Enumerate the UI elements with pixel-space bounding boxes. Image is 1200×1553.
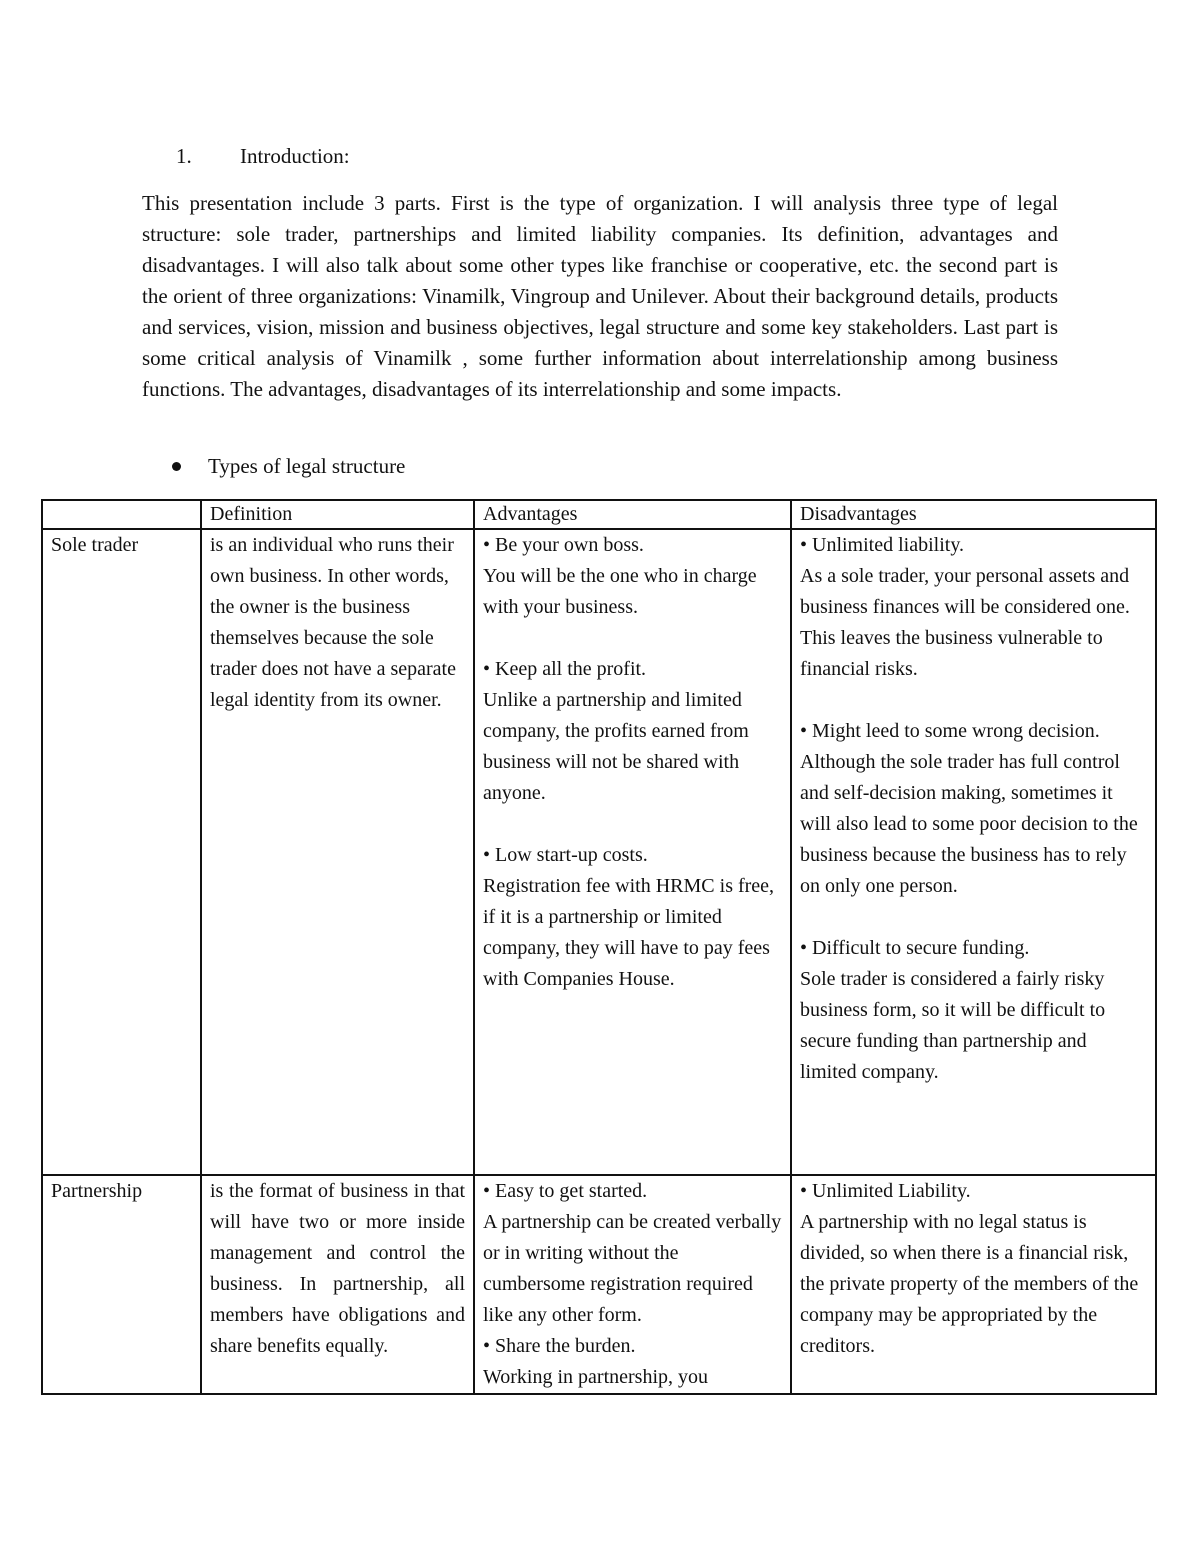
bullet-icon bbox=[172, 462, 181, 471]
disadvantages-cell bbox=[791, 1175, 1156, 1394]
header-cell-advantages: Advantages bbox=[474, 500, 791, 529]
legal-structure-table bbox=[41, 499, 1157, 1395]
disadvantages-cell bbox=[791, 529, 1156, 1175]
advantage-title: • Keep all the profit. bbox=[483, 658, 647, 680]
table-row-partnership bbox=[42, 1175, 1156, 1394]
advantage-text: You will be the one who in charge with your business. bbox=[483, 565, 757, 618]
table-header-row bbox=[42, 500, 1156, 529]
disadvantage-text: As a sole trader, your personal assets and business finances will be considered one. This leaves the business vulnerable to financial risks. bbox=[800, 565, 1130, 680]
intro-paragraph: This presentation include 3 parts. First is the type of organization. I will analysis three type of legal structure: sole trader, partnerships and limited liability companies. Its definition, advantages and disadvantages. I will also talk about some other types like franchise or cooperative, etc. the second part is the orient of three organizations: Vinamilk, Vingroup and Unilever. About their background details, products and services, vision, mission and business objectives, legal structure and some key stakeholders. Last part is some critical analysis of Vinamilk , some further information about interrelationship among business functions. The advantages, disadvantages of its interrelationship and some impacts. bbox=[142, 191, 1058, 401]
disadvantage-title: • Difficult to secure funding. bbox=[800, 937, 1030, 959]
header-cell-empty bbox=[42, 500, 201, 529]
section-number: 1. bbox=[176, 144, 192, 168]
advantage-text: Unlike a partnership and limited company, the profits earned from business will not be shared with anyone. bbox=[483, 689, 749, 804]
definition-cell bbox=[201, 529, 474, 1175]
disadvantage-title: • Might leed to some wrong decision. bbox=[800, 720, 1100, 742]
row-label: Sole trader bbox=[42, 529, 201, 1175]
advantage-text: Working in partnership, you bbox=[483, 1366, 709, 1388]
disadvantage-text: A partnership with no legal status is divided, so when there is a financial risk, the private property of the members of the company may be appropriated by the creditors. bbox=[800, 1211, 1139, 1357]
definition-text: is an individual who runs their own business. In other words, the owner is the business themselves because the sole trader does not have a separate legal identity from its owner. bbox=[210, 534, 456, 711]
advantage-title: • Easy to get started. bbox=[483, 1180, 648, 1202]
row-label: Partnership bbox=[42, 1175, 201, 1394]
section-title: Introduction: bbox=[240, 144, 350, 168]
disadvantage-title: • Unlimited Liability. bbox=[800, 1180, 971, 1202]
advantage-title: • Be your own boss. bbox=[483, 534, 644, 556]
header-cell-disadvantages: Disadvantages bbox=[791, 500, 1156, 529]
advantage-text: Registration fee with HRMC is free, if it is a partnership or limited company, they will have to pay fees with Companies House. bbox=[483, 875, 775, 990]
table-row-sole-trader bbox=[42, 529, 1156, 1175]
bullet-text: Types of legal structure bbox=[208, 454, 406, 478]
advantage-title: • Low start-up costs. bbox=[483, 844, 648, 866]
advantage-title: • Share the burden. bbox=[483, 1335, 636, 1357]
header-cell-definition: Definition bbox=[201, 500, 474, 529]
disadvantage-title: • Unlimited liability. bbox=[800, 534, 965, 556]
definition-cell bbox=[201, 1175, 474, 1394]
bullet-item bbox=[172, 453, 405, 479]
section-heading bbox=[176, 143, 350, 169]
advantage-text: A partnership can be created verbally or in writing without the cumbersome registration required like any other form. bbox=[483, 1211, 782, 1326]
definition-text: is the format of business in that will have two or more inside management and control the business. In partnership, all members have obligations and share benefits equally. bbox=[210, 1180, 465, 1357]
advantages-cell bbox=[474, 529, 791, 1175]
advantages-cell bbox=[474, 1175, 791, 1394]
disadvantage-text: Although the sole trader has full control and self-decision making, sometimes it will also lead to some poor decision to the business because the business has to rely on only one person. bbox=[800, 751, 1138, 897]
disadvantage-text: Sole trader is considered a fairly risky business form, so it will be difficult to secure funding than partnership and limited company. bbox=[800, 968, 1106, 1083]
